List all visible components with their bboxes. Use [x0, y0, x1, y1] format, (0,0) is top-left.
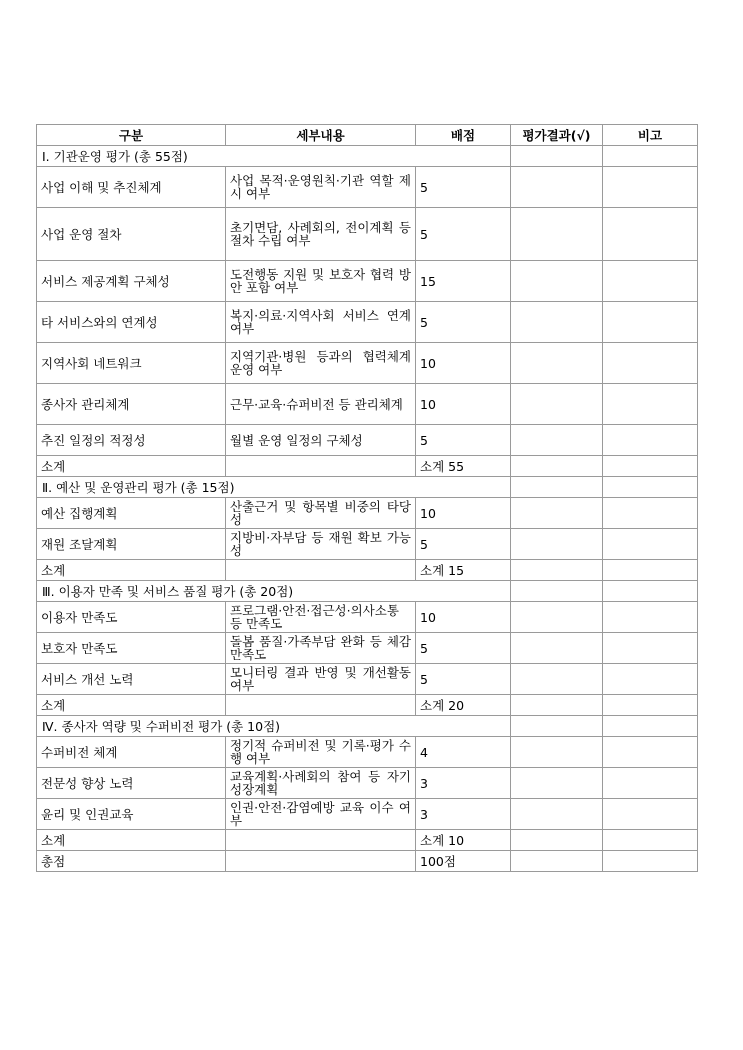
result-cell[interactable] [511, 799, 603, 830]
detail-cell: 정기적 슈퍼비전 및 기록·평가 수행 여부 [226, 737, 416, 768]
score-cell: 3 [416, 768, 511, 799]
subtotal-row [37, 695, 698, 716]
note-cell[interactable] [603, 581, 698, 602]
note-cell[interactable] [603, 261, 698, 302]
subtotal-row [37, 830, 698, 851]
table-row [37, 384, 698, 425]
note-cell[interactable] [603, 477, 698, 498]
subtotal-label: 소계 [37, 456, 226, 477]
result-cell[interactable] [511, 560, 603, 581]
result-cell[interactable] [511, 602, 603, 633]
category-cell: 타 서비스와의 연계성 [37, 302, 226, 343]
result-cell[interactable] [511, 830, 603, 851]
subtotal-score: 소계 10 [416, 830, 511, 851]
detail-cell: 근무·교육·슈퍼비전 등 관리체계 [226, 384, 416, 425]
result-cell[interactable] [511, 477, 603, 498]
result-cell[interactable] [511, 208, 603, 261]
note-cell[interactable] [603, 425, 698, 456]
note-cell[interactable] [603, 664, 698, 695]
detail-cell: 도전행동 지원 및 보호자 협력 방안 포함 여부 [226, 261, 416, 302]
category-cell: 종사자 관리체계 [37, 384, 226, 425]
category-cell: 재원 조달계획 [37, 529, 226, 560]
evaluation-table [36, 124, 698, 872]
section-header-row [37, 581, 698, 602]
result-cell[interactable] [511, 302, 603, 343]
header-row [37, 125, 698, 146]
table-row [37, 664, 698, 695]
note-cell[interactable] [603, 851, 698, 872]
subtotal-score: 소계 20 [416, 695, 511, 716]
detail-cell: 지역기관·병원 등과의 협력체계 운영 여부 [226, 343, 416, 384]
table-row [37, 425, 698, 456]
score-cell: 5 [416, 208, 511, 261]
header-category: 구분 [37, 125, 226, 146]
detail-cell: 복지·의료·지역사회 서비스 연계 여부 [226, 302, 416, 343]
detail-cell: 사업 목적·운영원칙·기관 역할 제시 여부 [226, 167, 416, 208]
table-row [37, 799, 698, 830]
note-cell[interactable] [603, 768, 698, 799]
table-row [37, 343, 698, 384]
note-cell[interactable] [603, 799, 698, 830]
note-cell[interactable] [603, 384, 698, 425]
note-cell[interactable] [603, 529, 698, 560]
subtotal-score: 소계 15 [416, 560, 511, 581]
category-cell: 사업 이해 및 추진체계 [37, 167, 226, 208]
result-cell[interactable] [511, 581, 603, 602]
table-row [37, 261, 698, 302]
category-cell: 서비스 개선 노력 [37, 664, 226, 695]
section-header-row [37, 146, 698, 167]
section-title: Ⅳ. 종사자 역량 및 수퍼비전 평가 (총 10점) [37, 716, 511, 737]
category-cell: 전문성 향상 노력 [37, 768, 226, 799]
score-cell: 4 [416, 737, 511, 768]
table-row [37, 633, 698, 664]
score-cell: 5 [416, 633, 511, 664]
note-cell[interactable] [603, 146, 698, 167]
table-body [37, 146, 698, 872]
total-label: 총점 [37, 851, 226, 872]
score-cell: 3 [416, 799, 511, 830]
detail-cell [226, 851, 416, 872]
note-cell[interactable] [603, 716, 698, 737]
detail-cell: 지방비·자부담 등 재원 확보 가능성 [226, 529, 416, 560]
score-cell: 10 [416, 602, 511, 633]
category-cell: 수퍼비전 체계 [37, 737, 226, 768]
score-cell: 10 [416, 384, 511, 425]
table-row [37, 529, 698, 560]
score-cell: 5 [416, 167, 511, 208]
category-cell: 보호자 만족도 [37, 633, 226, 664]
subtotal-label: 소계 [37, 830, 226, 851]
result-cell[interactable] [511, 695, 603, 716]
subtotal-score: 소계 55 [416, 456, 511, 477]
result-cell[interactable] [511, 384, 603, 425]
result-cell[interactable] [511, 498, 603, 529]
result-cell[interactable] [511, 851, 603, 872]
result-cell[interactable] [511, 261, 603, 302]
score-cell: 10 [416, 343, 511, 384]
result-cell[interactable] [511, 633, 603, 664]
total-score: 100점 [416, 851, 511, 872]
section-title: Ⅲ. 이용자 만족 및 서비스 품질 평가 (총 20점) [37, 581, 511, 602]
table-row [37, 208, 698, 261]
category-cell: 지역사회 네트워크 [37, 343, 226, 384]
header-note: 비고 [603, 125, 698, 146]
score-cell: 15 [416, 261, 511, 302]
note-cell[interactable] [603, 695, 698, 716]
category-cell: 추진 일정의 적정성 [37, 425, 226, 456]
note-cell[interactable] [603, 208, 698, 261]
table-row [37, 768, 698, 799]
category-cell: 이용자 만족도 [37, 602, 226, 633]
result-cell[interactable] [511, 737, 603, 768]
detail-cell [226, 830, 416, 851]
detail-cell: 돌봄 품질·가족부담 완화 등 체감 만족도 [226, 633, 416, 664]
note-cell[interactable] [603, 830, 698, 851]
note-cell[interactable] [603, 560, 698, 581]
score-cell: 10 [416, 498, 511, 529]
total-row [37, 851, 698, 872]
section-header-row [37, 716, 698, 737]
detail-cell: 인권·안전·감염예방 교육 이수 여부 [226, 799, 416, 830]
header-result: 평가결과(√) [511, 125, 603, 146]
score-cell: 5 [416, 425, 511, 456]
result-cell[interactable] [511, 529, 603, 560]
table-row [37, 167, 698, 208]
note-cell[interactable] [603, 498, 698, 529]
table-row [37, 498, 698, 529]
note-cell[interactable] [603, 302, 698, 343]
category-cell: 서비스 제공계획 구체성 [37, 261, 226, 302]
table-row [37, 602, 698, 633]
note-cell[interactable] [603, 633, 698, 664]
category-cell: 사업 운영 절차 [37, 208, 226, 261]
subtotal-row [37, 456, 698, 477]
note-cell[interactable] [603, 167, 698, 208]
table-row [37, 302, 698, 343]
detail-cell: 산출근거 및 항목별 비중의 타당성 [226, 498, 416, 529]
note-cell[interactable] [603, 737, 698, 768]
note-cell[interactable] [603, 602, 698, 633]
result-cell[interactable] [511, 664, 603, 695]
category-cell: 예산 집행계획 [37, 498, 226, 529]
detail-cell: 월별 운영 일정의 구체성 [226, 425, 416, 456]
result-cell[interactable] [511, 343, 603, 384]
result-cell[interactable] [511, 146, 603, 167]
note-cell[interactable] [603, 343, 698, 384]
score-cell: 5 [416, 664, 511, 695]
detail-cell: 교육계획·사례회의 참여 등 자기성장계획 [226, 768, 416, 799]
section-title: Ⅱ. 예산 및 운영관리 평가 (총 15점) [37, 477, 511, 498]
result-cell[interactable] [511, 716, 603, 737]
subtotal-label: 소계 [37, 695, 226, 716]
subtotal-row [37, 560, 698, 581]
detail-cell: 모니터링 결과 반영 및 개선활동 여부 [226, 664, 416, 695]
detail-cell: 프로그램·안전·접근성·의사소통 등 만족도 [226, 602, 416, 633]
score-cell: 5 [416, 529, 511, 560]
subtotal-label: 소계 [37, 560, 226, 581]
result-cell[interactable] [511, 167, 603, 208]
detail-cell [226, 456, 416, 477]
result-cell[interactable] [511, 768, 603, 799]
header-score: 배점 [416, 125, 511, 146]
result-cell[interactable] [511, 456, 603, 477]
section-header-row [37, 477, 698, 498]
category-cell: 윤리 및 인권교육 [37, 799, 226, 830]
result-cell[interactable] [511, 425, 603, 456]
score-cell: 5 [416, 302, 511, 343]
note-cell[interactable] [603, 456, 698, 477]
detail-cell [226, 695, 416, 716]
header-detail: 세부내용 [226, 125, 416, 146]
detail-cell: 초기면담, 사례회의, 전이계획 등 절차 수립 여부 [226, 208, 416, 261]
table-row [37, 737, 698, 768]
detail-cell [226, 560, 416, 581]
section-title: Ⅰ. 기관운영 평가 (총 55점) [37, 146, 511, 167]
